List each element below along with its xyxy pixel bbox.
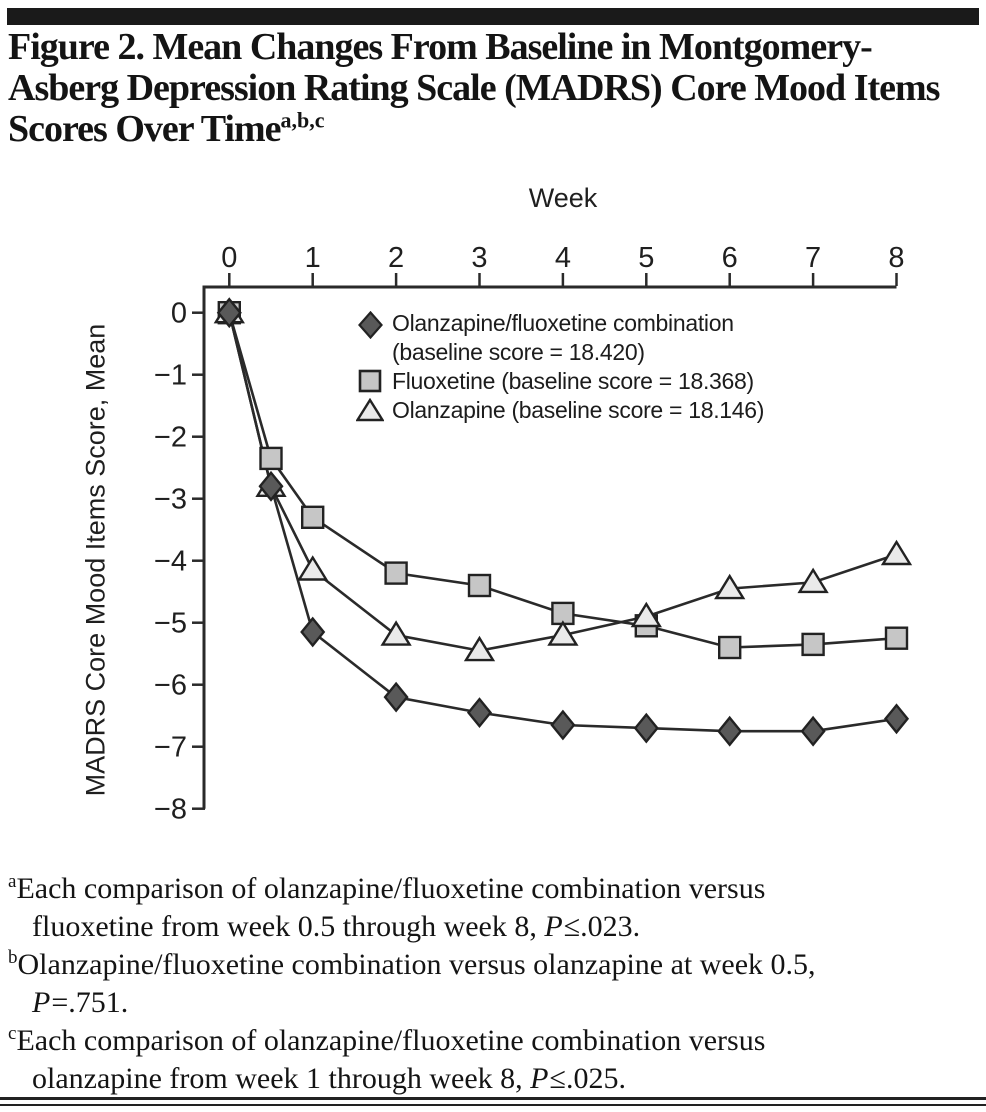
- footnote-c-line-1: $^c$Each comparison of olanzapine/fluoxetine combination versus: [8, 1023, 766, 1057]
- y-tick-label: −6: [153, 669, 187, 702]
- x-tick-label: 0: [221, 242, 238, 274]
- square-marker-fluoxetine: [719, 637, 740, 658]
- diamond-marker-ofc: [385, 684, 407, 711]
- legend-item-fluoxetine: [355, 367, 764, 396]
- legend: [355, 309, 764, 425]
- bottom-rule-thin: [0, 1104, 986, 1106]
- square-marker-fluoxetine: [886, 628, 907, 649]
- x-tick-label: 5: [638, 242, 655, 274]
- triangle-marker-olanzapine: [800, 570, 827, 592]
- y-tick-label: −2: [153, 421, 187, 454]
- x-tick-label: 2: [388, 242, 405, 274]
- legend-item-olanzapine-label: Olanzapine (baseline score = 18.146): [392, 397, 765, 423]
- diamond-marker-ofc: [302, 619, 324, 646]
- footnotes: [8, 870, 980, 1098]
- x-axis-title: Week: [528, 183, 598, 213]
- x-tick-label: 1: [304, 242, 321, 274]
- triangle-marker-olanzapine: [383, 623, 410, 645]
- legend-item-ofc: [355, 309, 764, 367]
- diamond-marker-ofc: [552, 712, 574, 739]
- square-marker-fluoxetine: [386, 563, 407, 584]
- y-tick-label: −3: [153, 483, 187, 516]
- footnote-b-line-2: P=.751.: [32, 986, 129, 1019]
- legend-item-fluoxetine-label: Fluoxetine (baseline score = 18.368): [392, 368, 754, 394]
- square-marker-fluoxetine: [803, 634, 824, 655]
- square-marker-fluoxetine: [469, 575, 490, 596]
- triangle-marker-olanzapine: [299, 558, 326, 580]
- x-tick-label: 3: [471, 242, 488, 274]
- footnote-c: [8, 1022, 980, 1098]
- y-tick-label: −8: [153, 793, 187, 826]
- x-tick-label: 6: [721, 242, 738, 274]
- square-marker-icon: [355, 369, 385, 393]
- y-tick-label: −1: [153, 359, 187, 392]
- title-line-2: Asberg Depression Rating Scale (MADRS) Core Mood Items: [8, 67, 940, 109]
- title-line-3-text: Scores Over Time: [8, 108, 281, 150]
- triangle-marker-icon: [355, 398, 385, 422]
- bottom-rule-thick: [0, 1097, 986, 1100]
- footnote-a-line-2: fluoxetine from week 0.5 through week 8, P≤.023.: [32, 910, 641, 943]
- diamond-marker-ofc: [635, 715, 657, 742]
- y-tick-label: −7: [153, 731, 187, 764]
- footnote-a: [8, 870, 980, 946]
- diamond-marker-icon: [355, 311, 385, 339]
- legend-item-ofc-label: Olanzapine/fluoxetine combination (baseline score = 18.420): [392, 310, 734, 365]
- square-marker-fluoxetine: [261, 448, 282, 469]
- x-tick-label: 4: [554, 242, 571, 274]
- footnote-b: [8, 946, 980, 1022]
- square-marker-fluoxetine: [302, 507, 323, 528]
- y-axis-title: MADRS Core Mood Items Score, Mean: [80, 323, 111, 797]
- x-tick-label: 7: [805, 242, 822, 274]
- triangle-marker-olanzapine: [883, 542, 910, 564]
- footnote-c-line-2: olanzapine from week 1 through week 8, P≤.025.: [32, 1062, 626, 1095]
- diamond-marker-ofc: [469, 699, 491, 726]
- x-tick-label: 8: [888, 242, 905, 274]
- y-tick-label: −5: [153, 607, 187, 640]
- diamond-marker-ofc: [802, 718, 824, 745]
- y-tick-label: −4: [153, 545, 187, 578]
- title-line-1: Figure 2. Mean Changes From Baseline in Montgomery-: [8, 26, 872, 68]
- legend-item-olanzapine: [355, 396, 764, 425]
- footnote-a-line-1: $^a$Each comparison of olanzapine/fluoxetine combination versus: [8, 871, 766, 905]
- diamond-marker-ofc: [719, 718, 741, 745]
- y-tick-label: 0: [170, 297, 187, 330]
- diamond-marker-ofc: [886, 705, 908, 732]
- footnote-b-line-1: $^b$Olanzapine/fluoxetine combination versus olanzapine at week 0.5,: [8, 947, 816, 981]
- title-superscript: a,b,c: [280, 107, 325, 133]
